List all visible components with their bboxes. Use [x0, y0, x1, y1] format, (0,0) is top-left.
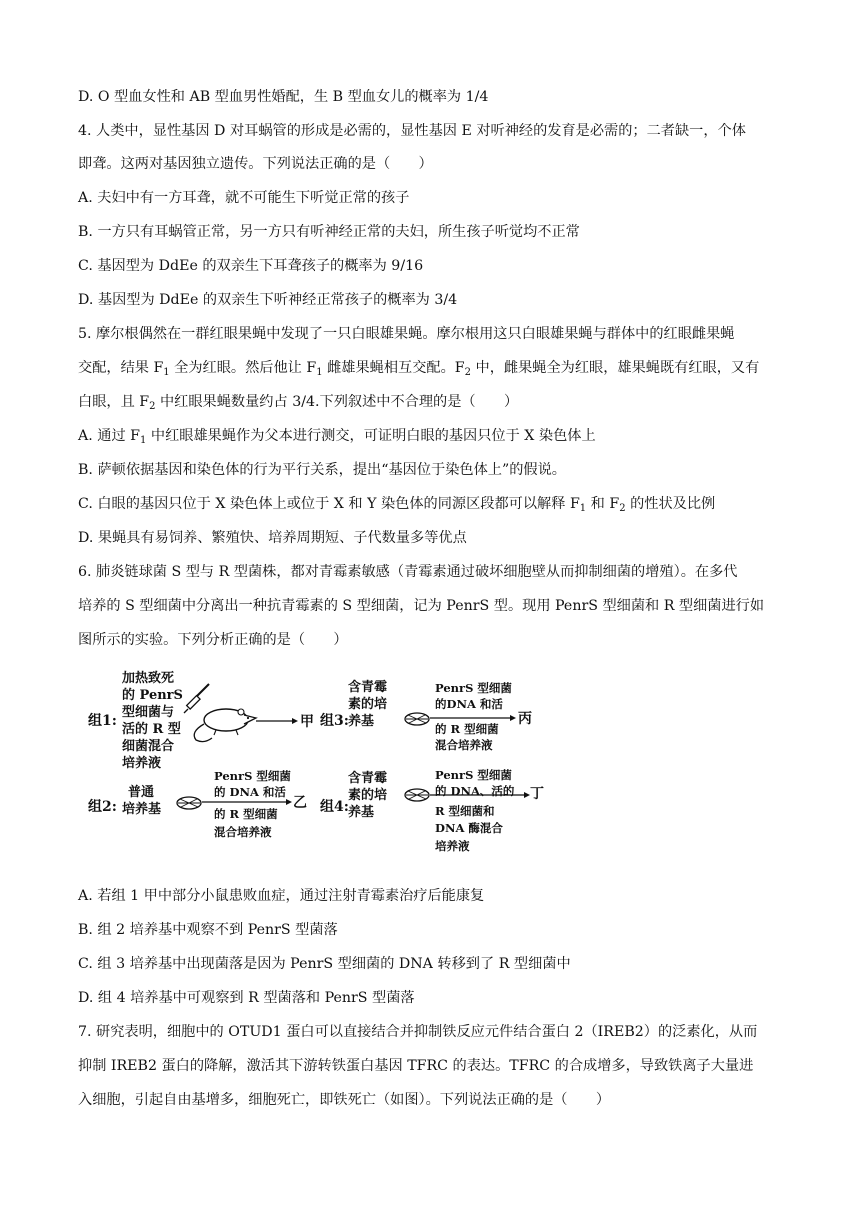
text-line	[78, 87, 488, 107]
svg-text:加热致死: 加热致死	[122, 671, 175, 686]
group2-result: 乙	[293, 795, 307, 811]
svg-text:细菌混合: 细菌混合	[122, 739, 175, 754]
text-run: 交配，结果 F	[78, 360, 164, 376]
text-run: C. 白眼的基因只位于 X 染色体上或位于 X 和 Y 染色体的同源区段都可以解释 F	[78, 496, 580, 512]
text-run: 白眼，且 F	[78, 394, 150, 410]
svg-text:混合培养液: 混合培养液	[214, 825, 272, 839]
text-line	[78, 1090, 610, 1110]
group4-label: 组4:	[320, 799, 349, 815]
text-line	[78, 121, 746, 141]
text-line	[78, 426, 596, 446]
subscript: 1	[163, 367, 170, 378]
subscript: 1	[140, 435, 147, 446]
svg-text:DNA 酶混合: DNA 酶混合	[435, 821, 503, 835]
text-run: 入细胞，引起自由基增多，细胞死亡，即铁死亡（如图）。下列说法正确的是（ ）	[78, 1092, 611, 1108]
text-line	[78, 630, 348, 650]
svg-text:型细菌与: 型细菌与	[122, 705, 175, 720]
svg-text:素的培: 素的培	[348, 788, 388, 803]
svg-text:养基: 养基	[348, 714, 375, 729]
arrow	[256, 718, 298, 724]
text-line	[78, 256, 423, 276]
text-run: D. O 型血女性和 AB 型血男性婚配，生 B 型血女儿的概率为 1/4	[78, 89, 489, 105]
text-run: 全为红眼。然后他让 F	[169, 360, 317, 376]
group2-added-text	[214, 769, 291, 839]
text-run: 和 F	[586, 496, 620, 512]
text-run: B. 萨顿依据基因和染色体的行为平行关系，提出“基因位于染色体上”的假说。	[78, 462, 566, 478]
subscript: 2	[619, 503, 626, 514]
text-run: B. 一方只有耳蜗管正常，另一方只有听神经正常的夫妇，所生孩子听觉均不正常	[78, 224, 580, 240]
text-run: B. 组 2 培养基中观察不到 PenrS 型菌落	[78, 922, 338, 938]
text-run: 抑制 IREB2 蛋白的降解，激活其下游转铁蛋白基因 TFRC 的表达。TFRC 的合成增多，导致铁离子大量进	[78, 1058, 754, 1074]
svg-text:素的培: 素的培	[348, 697, 388, 712]
svg-text:的 R 型细菌: 的 R 型细菌	[214, 807, 278, 821]
arrow	[430, 715, 516, 721]
petri-dish-icon	[177, 797, 201, 809]
text-run: 5. 摩尔根偶然在一群红眼果蝇中发现了一只白眼雄果蝇。摩尔根用这只白眼雄果蝇与群体中的红眼雌果蝇	[78, 326, 735, 342]
text-line	[78, 1056, 753, 1076]
text-line	[78, 358, 759, 378]
svg-text:的 PenrS: 的 PenrS	[122, 688, 183, 703]
text-line	[78, 188, 409, 208]
text-run: D. 果蝇具有易饲养、繁殖快、培养周期短、子代数量多等优点	[78, 530, 467, 546]
syringe-icon	[184, 684, 209, 713]
svg-text:的 DNA 和活: 的 DNA 和活	[214, 785, 286, 799]
group1-result: 甲	[300, 714, 314, 730]
svg-text:含青霉: 含青霉	[348, 771, 388, 786]
text-run: 培养的 S 型细菌中分离出一种抗青霉素的 S 型细菌，记为 PenrS 型。现用 PenrS 型细菌和 R 型细菌进行如	[78, 598, 765, 614]
svg-text:培养液: 培养液	[122, 756, 162, 771]
petri-dish-icon	[405, 713, 429, 725]
group3-added-text	[435, 681, 512, 752]
svg-text:PenrS 型细菌: PenrS 型细菌	[435, 681, 512, 695]
svg-text:混合培养液: 混合培养液	[435, 738, 493, 752]
text-run: 即聋。这两对基因独立遗传。下列说法正确的是（ ）	[78, 156, 433, 172]
svg-text:PenrS 型细菌: PenrS 型细菌	[435, 768, 512, 782]
text-run: D. 基因型为 DdEe 的双亲生下听神经正常孩子的概率为 3/4	[78, 292, 458, 308]
arrow	[202, 799, 292, 805]
text-run: C. 基因型为 DdEe 的双亲生下耳聋孩子的概率为 9/16	[78, 258, 424, 274]
text-line	[78, 988, 415, 1008]
svg-text:R 型细菌和: R 型细菌和	[435, 804, 495, 818]
group1-mixture-text	[122, 670, 183, 771]
text-line	[78, 154, 433, 174]
svg-text:含青霉: 含青霉	[348, 680, 388, 695]
text-run: 6. 肺炎链球菌 S 型与 R 型菌株，都对青霉素敏感（青霉素通过破坏细胞壁从而抑制细菌的增殖）。在多代	[78, 564, 738, 580]
group3-result: 丙	[518, 711, 532, 727]
text-line	[78, 528, 467, 548]
group4-added-text	[435, 768, 515, 853]
text-line	[78, 290, 457, 310]
text-run: 中红眼果蝇数量约占 3/4.下列叙述中不合理的是（ ）	[155, 394, 519, 410]
group4-result: 丁	[530, 786, 544, 802]
experiment-figure	[86, 668, 546, 862]
group4-medium-text	[348, 770, 387, 820]
mouse-icon	[194, 709, 256, 742]
subscript: 1	[316, 367, 323, 378]
text-run: D. 组 4 培养基中可观察到 R 型菌落和 PenrS 型菌落	[78, 990, 415, 1006]
svg-text:的 R 型细菌: 的 R 型细菌	[435, 722, 499, 736]
text-run: 图所示的实验。下列分析正确的是（ ）	[78, 632, 348, 648]
text-line	[78, 222, 580, 242]
text-run: 7. 研究表明，细胞中的 OTUD1 蛋白可以直接结合并抑制铁反应元件结合蛋白 2（IREB2）的泛素化，从而	[78, 1024, 758, 1040]
text-run: A. 若组 1 甲中部分小鼠患败血症，通过注射青霉素治疗后能康复	[78, 888, 485, 904]
text-line	[78, 886, 484, 906]
subscript: 2	[464, 367, 472, 378]
text-line	[78, 562, 737, 582]
svg-text:PenrS 型细菌: PenrS 型细菌	[214, 769, 291, 783]
text-line	[78, 920, 338, 940]
text-run: A. 夫妇中有一方耳聋，就不可能生下听觉正常的孩子	[78, 190, 410, 206]
svg-text:普通: 普通	[128, 785, 155, 800]
subscript: 2	[149, 401, 156, 412]
group2-medium-text	[122, 784, 161, 817]
text-line	[78, 324, 735, 344]
group3-medium-text	[348, 679, 387, 729]
svg-text:培养基: 培养基	[122, 802, 162, 817]
svg-text:活的 R 型: 活的 R 型	[122, 722, 181, 737]
svg-text:的 DNA、活的: 的 DNA、活的	[435, 784, 515, 798]
group3-label: 组3:	[320, 713, 349, 729]
svg-text:的DNA 和活: 的DNA 和活	[435, 697, 503, 711]
text-run: 雌雄果蝇相互交配。F	[322, 360, 465, 376]
text-line	[78, 494, 715, 514]
text-line	[78, 596, 764, 616]
text-line	[78, 392, 518, 412]
text-line	[78, 460, 566, 480]
group2-label: 组2:	[88, 799, 117, 815]
text-run: 4. 人类中，显性基因 D 对耳蜗管的形成是必需的，显性基因 E 对听神经的发育是必需的；二者缺一，个体	[78, 123, 746, 139]
text-line	[78, 954, 571, 974]
text-line	[78, 1022, 757, 1042]
text-run: C. 组 3 培养基中出现菌落是因为 PenrS 型细菌的 DNA 转移到了 R 型细菌中	[78, 956, 571, 972]
text-run: 中，雌果蝇全为红眼，雄果蝇既有红眼，又有	[471, 360, 760, 376]
subscript: 1	[579, 503, 587, 514]
svg-text:养基: 养基	[348, 805, 375, 820]
group1-label: 组1:	[88, 713, 117, 729]
text-run: A. 通过 F	[78, 428, 140, 444]
svg-text:培养液: 培养液	[435, 839, 470, 853]
text-run: 的性状及比例	[625, 496, 716, 512]
petri-dish-icon	[405, 789, 429, 801]
text-run: 中红眼雄果蝇作为父本进行测交，可证明白眼的基因只位于 X 染色体上	[146, 428, 596, 444]
